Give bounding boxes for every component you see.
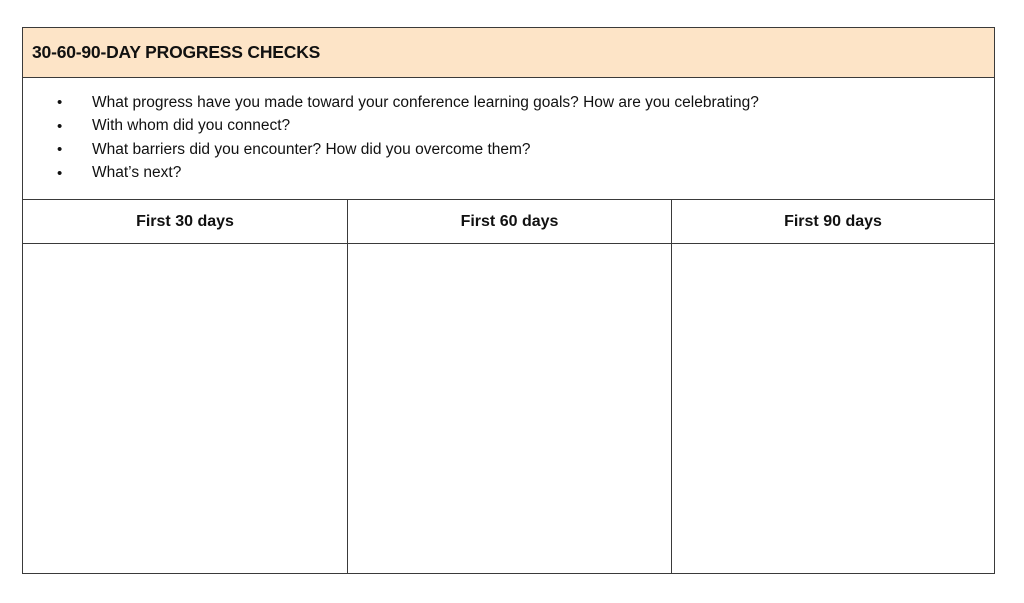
progress-table — [23, 200, 994, 573]
column-60-days — [347, 200, 671, 573]
column-header-90-days: First 90 days — [672, 200, 994, 244]
prompt-text: What progress have you made toward your conference learning goals? How are you celebrating? — [92, 93, 759, 111]
bullet-icon: • — [57, 141, 63, 159]
prompt-text: With whom did you connect? — [92, 117, 291, 135]
title-bar — [23, 28, 994, 78]
entry-area-90-days[interactable] — [672, 244, 994, 572]
prompt-item — [23, 162, 994, 186]
bullet-icon: • — [57, 164, 63, 182]
entry-area-60-days[interactable] — [348, 244, 671, 572]
column-30-days — [23, 200, 347, 573]
prompt-text: What’s next? — [92, 164, 182, 182]
progress-check-form — [22, 27, 995, 574]
column-90-days — [671, 200, 994, 573]
prompt-text: What barriers did you encounter? How did you overcome them? — [92, 140, 531, 158]
bullet-icon: • — [57, 94, 63, 112]
prompt-item — [23, 91, 994, 115]
bullet-icon: • — [57, 117, 63, 135]
prompt-list — [23, 78, 994, 185]
prompt-item — [23, 138, 994, 162]
entry-area-30-days[interactable] — [23, 244, 347, 572]
column-header-30-days: First 30 days — [23, 200, 347, 244]
reflection-prompts — [23, 78, 994, 200]
prompt-item — [23, 115, 994, 139]
form-title: 30-60-90-DAY PROGRESS CHECKS — [32, 42, 321, 62]
column-header-60-days: First 60 days — [348, 200, 671, 244]
